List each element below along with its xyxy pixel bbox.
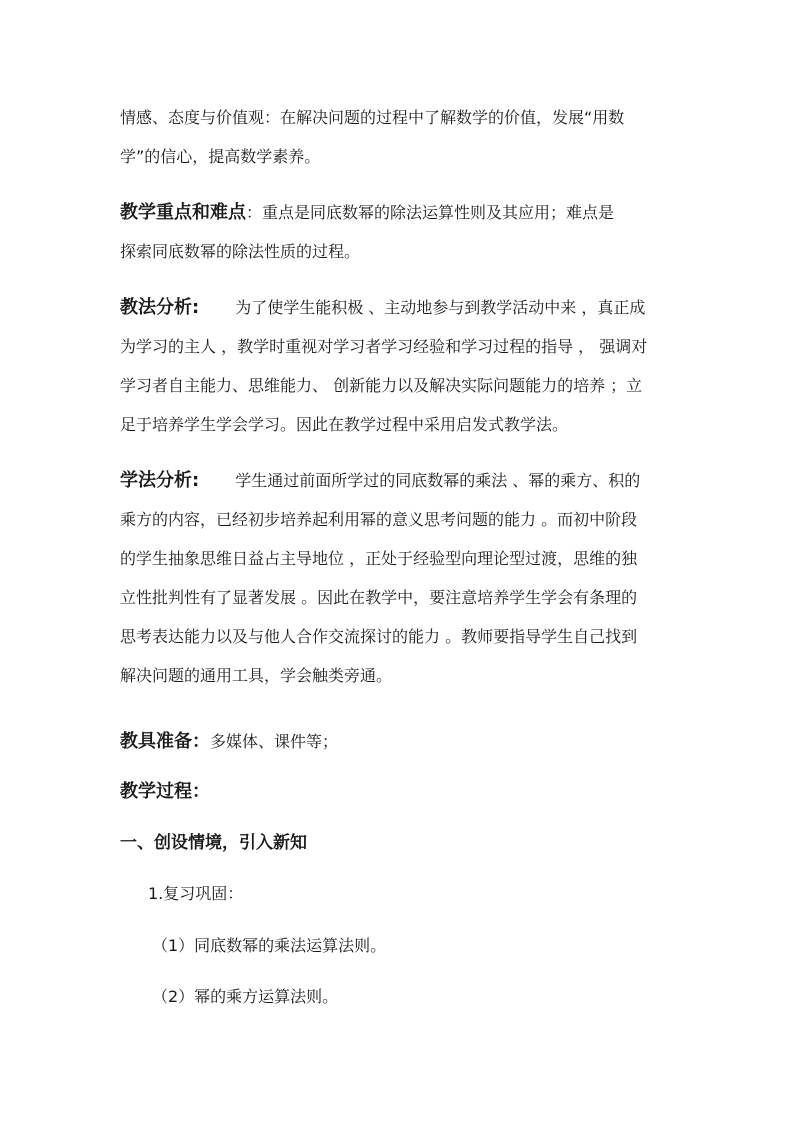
method-line-2: 为学习的主人 ，教学时重视对学习者学习经验和学习过程的指导 ， 强调对 [120, 337, 648, 356]
study-line-4: 立性批判性有了显著发展 。因此在教学中，要注意培养学生学会有条理的 [120, 588, 638, 607]
method-line-4: 足于培养学生学会学习。因此在教学过程中采用启发式教学法。 [120, 415, 569, 434]
keypoints-text: ：重点是同底数幂的除法运算性则及其应用；难点是 [246, 203, 615, 222]
tools-text: 多媒体、课件等； [210, 732, 339, 751]
method-text: 为了使学生能积极 、主动地参与到教学活动中来 ，真正成 [235, 298, 646, 317]
study-label: 学法分析: [120, 470, 200, 491]
keypoints-label: 教学重点和难点 [120, 202, 246, 223]
study-line-2: 乘方的内容，已经初步培养起利用幂的意义思考问题的能力 。而初中阶段 [120, 510, 638, 529]
keypoints-line-2: 探索同底数幂的除法性质的过程。 [120, 242, 361, 261]
method-line-3: 学习者自主能力、思维能力、 创新能力以及解决实际问题能力的培养 ；立 [120, 376, 643, 395]
tools-label: 教具准备： [120, 731, 210, 752]
list-item-1: 1.复习巩固： [148, 884, 244, 903]
section-heading-1: 一、创设情境，引入新知 [120, 833, 307, 853]
keypoints-line-1 [120, 201, 680, 225]
emotion-line-2: 学”的信心，提高数学素养。 [120, 147, 321, 166]
sub-item-2: （2）幂的乘方运算法则。 [152, 987, 339, 1006]
study-line-5: 思考表达能力以及与他人合作交流探讨的能力 。教师要指导学生自己找到 [120, 627, 638, 646]
method-label: 教法分析: [120, 297, 200, 318]
study-line-1 [120, 469, 680, 493]
tools-line [120, 730, 680, 754]
method-line-1 [120, 296, 680, 320]
emotion-line-1: 情感、态度与价值观：在解决问题的过程中了解数学的价值，发展“用数 [120, 108, 625, 127]
sub-item-1: （1）同底数幂的乘法运算法则。 [152, 936, 387, 955]
study-line-6: 解决问题的通用工具，学会触类旁通。 [120, 666, 393, 685]
study-text: 学生通过前面所学过的同底数幂的乘法 、幂的乘方、积的 [235, 471, 641, 490]
study-line-3: 的学生抽象思维日益占主导地位 ，正处于经验型向理论型过渡，思维的独 [120, 549, 638, 568]
process-heading: 教学过程： [120, 781, 210, 802]
